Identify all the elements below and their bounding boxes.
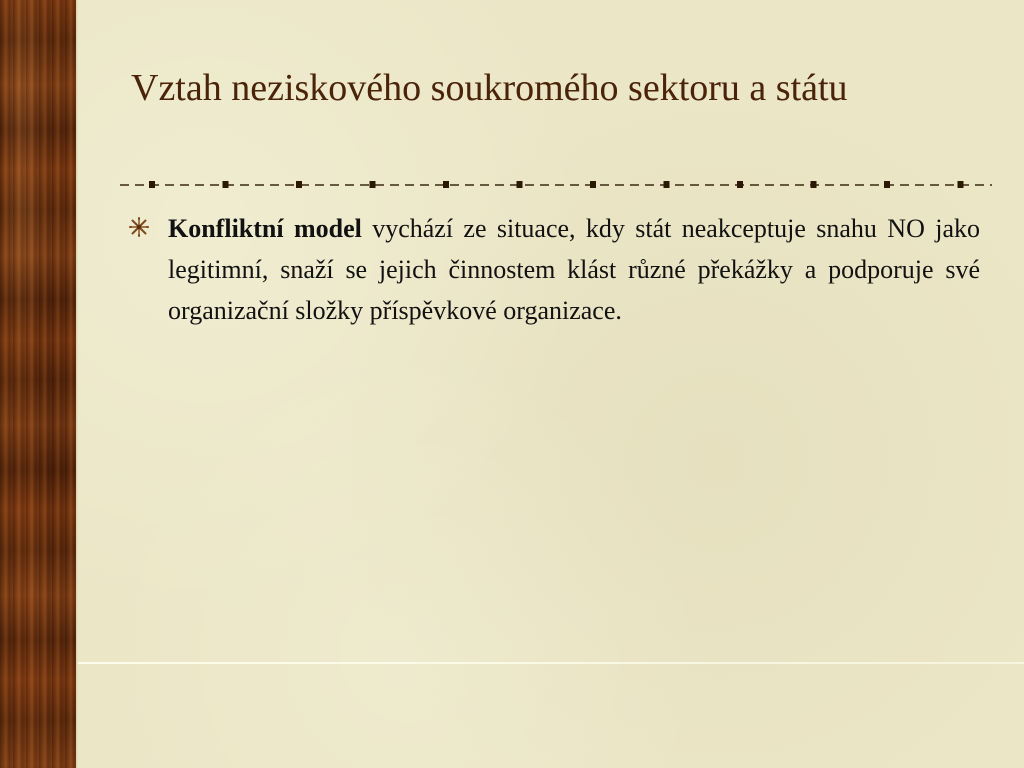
square-dot-icon [517,181,523,188]
square-dot-icon [296,181,302,188]
square-dot-icon [370,181,376,188]
square-dot-icon [737,181,743,188]
bullet-text [168,208,980,331]
square-dot-icon [811,181,817,188]
square-dot-icon [664,181,670,188]
square-dot-icon [958,181,964,188]
bullet-bold-lead: Konfliktní model [168,214,362,243]
square-dot-icon [223,181,229,188]
square-dot-icon [149,181,155,188]
square-dot-icon [884,181,890,188]
dashed-divider [120,178,992,192]
wood-texture-bar [0,0,77,768]
bullet-item [128,208,980,331]
square-dot-icon [443,181,449,188]
bottom-highlight-rule [78,662,1024,664]
slide-title: Vztah neziskového soukromého sektoru a státu [131,67,848,109]
square-dot-icon [590,181,596,188]
bullet-body: vychází ze situace, kdy stát neakceptuje snahu NO jako legitimní, snaží se jejich činnostem klást různé překážky a podporuje své organizační složky příspěvkové organizace. [168,214,980,325]
wood-bar-edge [76,0,78,768]
asterisk-star-icon [128,216,150,238]
